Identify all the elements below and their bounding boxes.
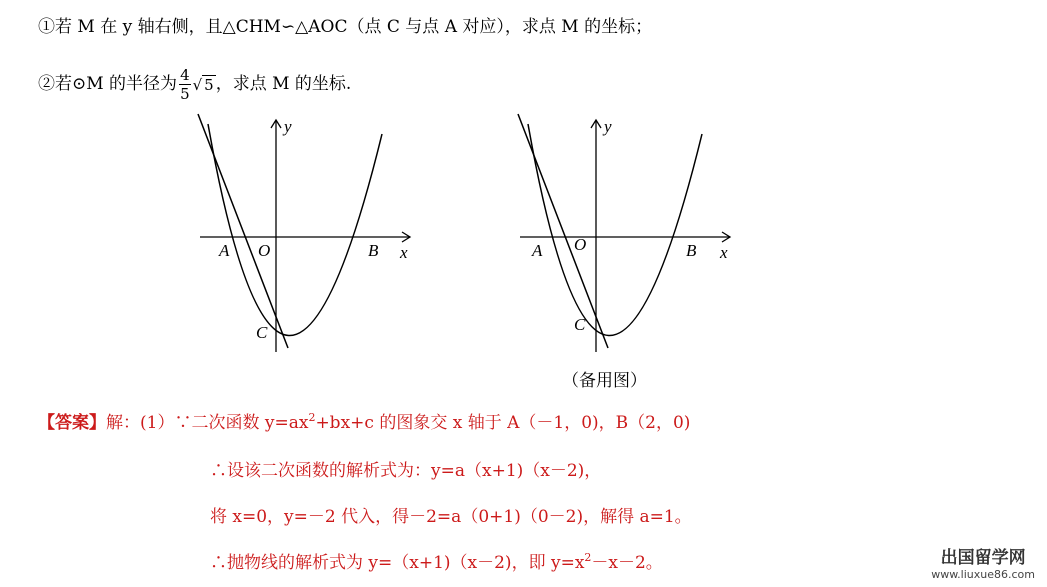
point-a-label: A: [219, 241, 230, 260]
backup-parabola-figure: [490, 112, 750, 362]
y-label: y: [604, 117, 612, 136]
line-ac: [518, 114, 608, 348]
point-c-label: C: [256, 323, 268, 342]
question-part-2: [38, 66, 351, 103]
line-ac: [198, 114, 288, 348]
backup-figure-caption: （备用图）: [562, 371, 647, 391]
point-c-label: C: [574, 315, 586, 334]
origin-label: O: [574, 235, 587, 254]
answer-line-2: 将 x=0，y=－2 代入，得－2=a（0+1)（0－2)，解得 a=1。: [210, 507, 692, 527]
q2-prefix: ②若⊙M 的半径为: [38, 74, 178, 94]
answer-tag: 【答案】: [38, 413, 106, 433]
point-a-label: A: [532, 241, 543, 260]
question-part-1: ①若 M 在 y 轴右侧，且△CHM∽△AOC（点 C 与点 A 对应），求点 M 的坐标；: [38, 17, 653, 37]
answer-line-3: ∴抛物线的解析式为 y=（x+1)（x－2)，即 $y=x^2-x-2$。: [210, 551, 663, 573]
point-b-label: B: [368, 241, 379, 260]
parabola-curve: [208, 124, 382, 336]
origin-label: O: [258, 241, 271, 260]
watermark-logo: 出国留学网 www.liuxue86.com: [931, 548, 1035, 581]
q2-suffix: ，求点 M 的坐标.: [215, 74, 352, 94]
y-label: y: [284, 117, 292, 136]
parabola-figure: [170, 112, 430, 362]
sqrt-five: √ 5: [192, 75, 214, 94]
point-b-label: B: [686, 241, 697, 260]
x-label: x: [400, 243, 408, 262]
radius-fraction: $\frac{4}{5}$: [180, 66, 190, 103]
x-label: x: [720, 243, 728, 262]
parabola-curve: [528, 124, 702, 336]
answer-line-1: ∴设该二次函数的解析式为：y=a（x+1)（x－2)，: [210, 461, 602, 481]
answer-line-0: 【答案】解：(1）∵二次函数 $y=ax^2+bx+c$ 的图象交 x 轴于 A（－1，0)，B（2，0): [38, 411, 691, 433]
